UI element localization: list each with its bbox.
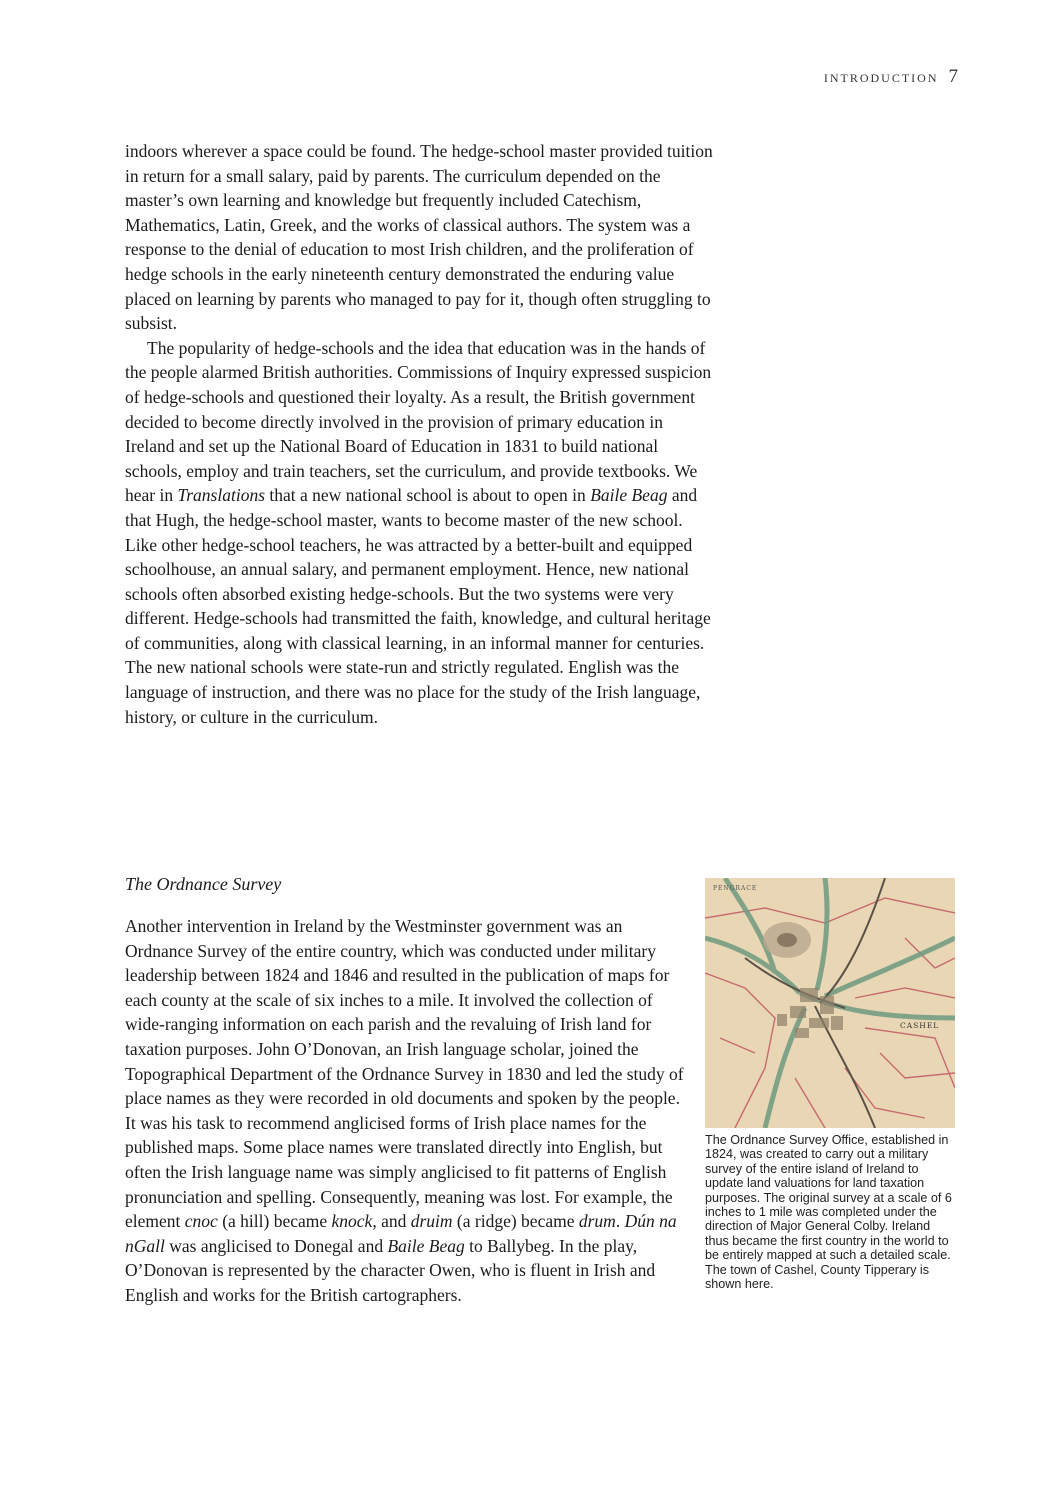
running-head — [824, 66, 958, 88]
text-run: that a new national school is about to open in — [265, 485, 591, 506]
italic-term: Baile Beag — [387, 1235, 465, 1256]
text-run: to Ballybeg. In the play, O’Donovan is represented by the character Owen, who is fluent in Irish and English and works for the British cartographers. — [125, 1235, 656, 1305]
body-text-top — [125, 139, 715, 729]
map-hilltop — [777, 933, 797, 947]
text-run: was anglicised to Donegal and — [164, 1235, 388, 1256]
text-run: The popularity of hedge-schools and the idea that education was in the hands of the people alarmed British authorities. Commissions of Inquiry expressed suspicion of hedge-schools and questioned their loyalty. As a result, the British government decided to become directly involved in the provision of primary education in Ireland and set up the National Board of Education in 1831 to build national schools, employ and train teachers, set the curriculum, and provide textbooks. We hear in — [125, 337, 712, 506]
italic-place-name: Baile Beag — [590, 485, 668, 506]
text-run: Another intervention in Ireland by the Westminster government was an Ordnance Survey of the entire country, which was conducted under military leadership between 1824 and 1846 and resulted in the publication of maps for each county at the scale of six inches to a mile. It involved the collection of wide-ranging information on each parish and the revaluing of Irish land for taxation purposes. John O’Donovan, an Irish language scholar, joined the Topographical Department of the Ordnance Survey in 1830 and led the study of place names as they were recorded in old documents and spoken by the people. It was his task to recommend anglicised forms of Irish place names for the published maps. Some place names were translated directly into English, but often the Irish language name was simply anglicised to fit patterns of English pronunciation and spelling. Consequently, meaning was lost. For example, the element — [125, 916, 684, 1232]
italic-term: knock — [331, 1211, 373, 1232]
figure-caption: The Ordnance Survey Office, established in 1824, was created to carry out a military survey of the entire island of Ireland to update land valuations for land taxation purposes. The original survey at a scale of 6 inches to 1 mile was completed under the direction of Major General Colby. Ireland thus became the first country in the world to be entirely mapped at such a detailed scale. The town of Cashel, County Tipperary is shown here. — [705, 1133, 952, 1292]
paragraph-hedge-schools: indoors wherever a space could be found. The hedge-school master provided tuition in return for a small salary, paid by parents. The curriculum depended on the master’s own learning and knowledge but frequently included Catechism, Mathematics, Latin, Greek, and the works of classical authors. The system was a response to the denial of education to most Irish children, and the proliferation of hedge schools in the early nineteenth century demonstrated the enduring value placed on learning by parents who managed to pay for it, though often struggling to subsist. — [125, 141, 713, 334]
running-head-section: INTRODUCTION — [823, 71, 939, 85]
page-number: 7 — [948, 66, 958, 87]
italic-term: druim — [410, 1211, 453, 1232]
map-label-top: PENGRACE — [713, 885, 758, 892]
paragraph-national-schools — [125, 336, 715, 730]
cashel-map-image — [705, 878, 955, 1128]
italic-title-translations: Translations — [177, 485, 266, 506]
italic-term: cnoc — [184, 1211, 218, 1232]
italic-term: drum — [578, 1211, 616, 1232]
text-run: , and — [372, 1211, 411, 1232]
map-label-cashel: CASHEL — [900, 1021, 940, 1030]
italic-term: Dún na nGall — [125, 1211, 677, 1256]
text-run: and that Hugh, the hedge-school master, wants to become master of the new school. Like other hedge-school teachers, he was attracted by a better-built and equipped schoolhouse, an annual salary, and permanent employment. Hence, new national schools often absorbed existing hedge-schools. But the two systems were very different. Hedge-schools had transmitted the faith, knowledge, and cultural heritage of communities, along with classical learning, in an informal manner for centuries. The new national schools were state-run and strictly regulated. English was the language of instruction, and there was no place for the study of the Irish language, history, or culture in the curriculum. — [125, 485, 711, 727]
text-run: (a ridge) became — [452, 1211, 579, 1232]
body-text-ordnance — [125, 914, 685, 1308]
map-illustration — [705, 878, 955, 1128]
text-run: . — [615, 1211, 625, 1232]
section-heading: The Ordnance Survey — [125, 874, 282, 894]
text-run: (a hill) became — [217, 1211, 332, 1232]
paragraph-ordnance-survey — [125, 914, 685, 1308]
